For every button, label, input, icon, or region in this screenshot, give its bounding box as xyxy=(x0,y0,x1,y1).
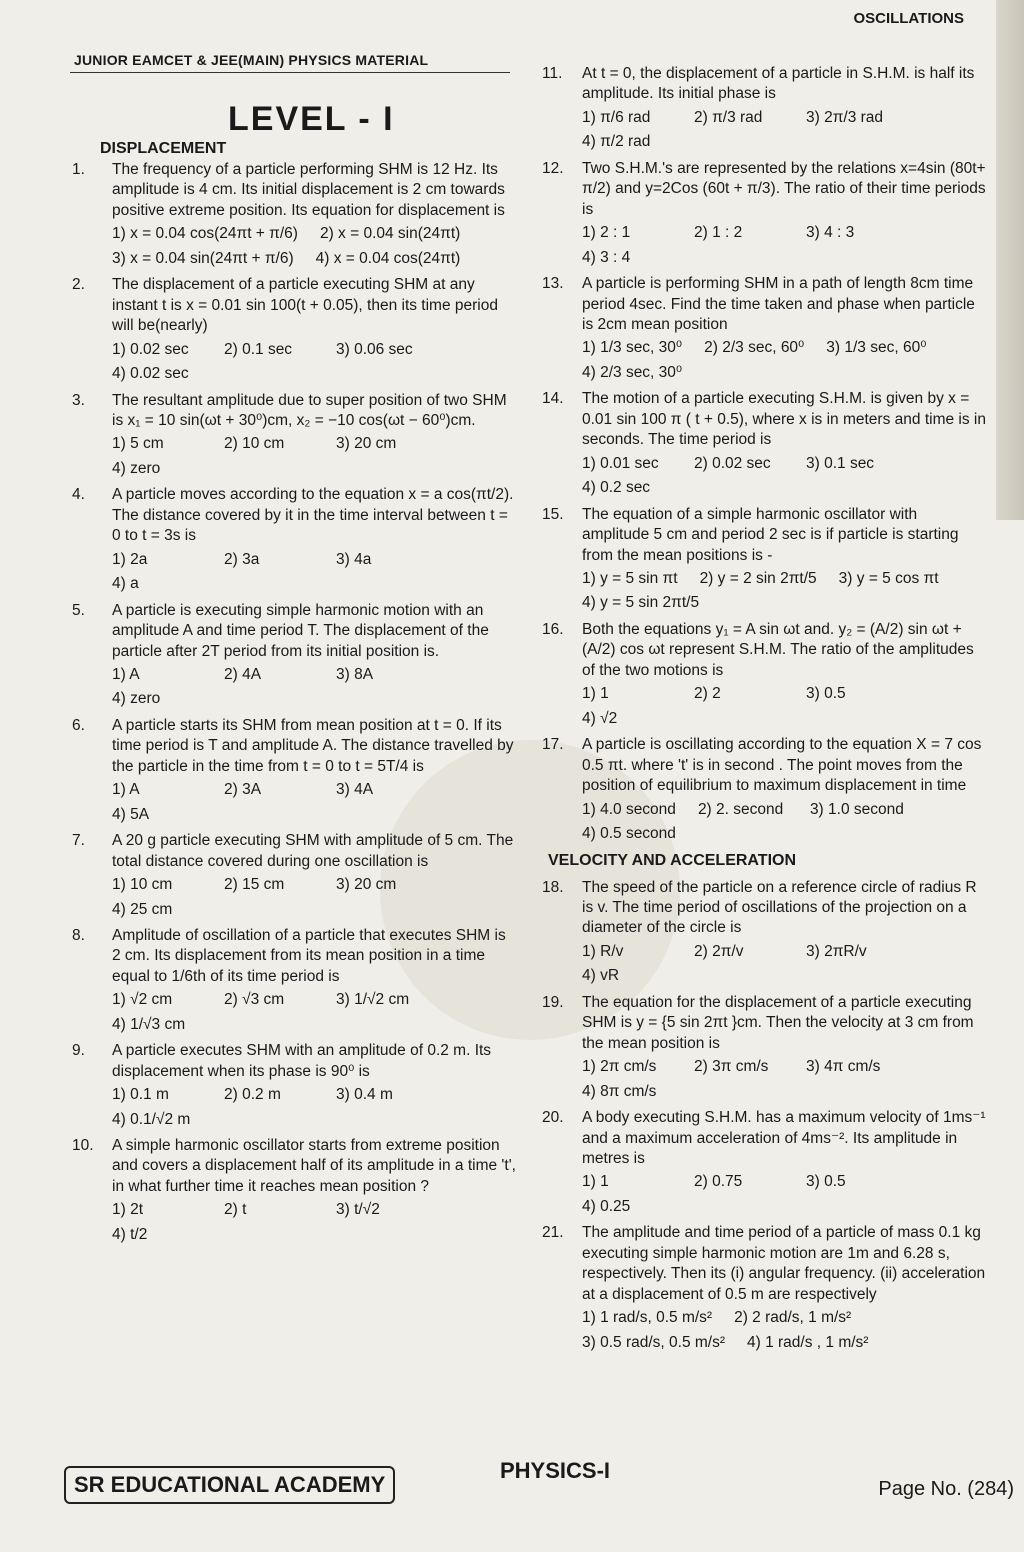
options-list xyxy=(112,665,518,710)
question-text: Both the equations y₁ = A sin ωt and. y₂ = (A/2) sin ωt + (A/2) cos ωt represent S.H.M. The ratio of the amplitudes of the two motions is xyxy=(582,620,974,679)
question-18 xyxy=(538,878,988,987)
option-1: 1) 1 rad/s, 0.5 m/s² xyxy=(582,1309,713,1327)
option-2: 2) π/3 rad xyxy=(694,108,763,126)
level-title: LEVEL - I xyxy=(228,100,395,138)
left-column xyxy=(68,160,518,1251)
question-19 xyxy=(538,993,988,1102)
right-column xyxy=(538,64,988,1359)
option-4: 4) 1 rad/s , 1 m/s² xyxy=(747,1333,869,1351)
option-3: 3) 0.06 sec xyxy=(336,340,413,358)
option-4: 4) 0.1/√2 m xyxy=(112,1110,191,1128)
question-20 xyxy=(538,1108,988,1217)
academy-name: SR EDUCATIONAL ACADEMY xyxy=(64,1466,395,1504)
option-2: 2) 0.2 m xyxy=(224,1086,281,1104)
question-number: 15. xyxy=(542,505,564,523)
question-number: 8. xyxy=(72,926,85,944)
subject-name: PHYSICS-I xyxy=(500,1458,611,1483)
question-10 xyxy=(68,1136,518,1245)
option-3: 3) 2π/3 rad xyxy=(806,108,884,126)
options-list xyxy=(582,454,988,499)
question-7 xyxy=(68,831,518,920)
option-3: 3) 0.5 xyxy=(806,685,846,703)
options-list xyxy=(582,800,988,845)
options-list xyxy=(112,340,518,385)
question-text: A particle is performing SHM in a path of length 8cm time period 4sec. Find the time taken and phase when particle is 2cm mean position xyxy=(582,275,975,333)
option-1: 1) y = 5 sin πt xyxy=(582,569,678,587)
question-number: 14. xyxy=(542,390,564,408)
option-3: 3) 4A xyxy=(336,781,374,799)
question-text: The frequency of a particle performing SHM is 12 Hz. Its amplitude is 4 cm. Its initial displacement is 2 cm towards positive extreme position. Its equation for displacement is xyxy=(112,161,505,219)
page-number: Page No. (284) xyxy=(878,1478,1014,1500)
options-list xyxy=(582,108,988,153)
option-2: 2) x = 0.04 sin(24πt) xyxy=(319,225,461,243)
question-text: A particle starts its SHM from mean position at t = 0. If its time period is T and amplitude A. The distance travelled by the particle in the time from t = 0 to t = 5T/4 is xyxy=(112,716,514,775)
question-text: The amplitude and time period of a particle of mass 0.1 kg executing simple harmonic motion are 1m and 6.28 s, respectively. Then its (i) angular frequency. (ii) acceleration at a displacement of 0.5 m are respectively xyxy=(582,1224,986,1303)
question-17 xyxy=(538,735,988,844)
option-3: 3) 4 : 3 xyxy=(806,224,855,242)
option-1: 1) A xyxy=(112,665,140,683)
options-list xyxy=(112,1085,518,1130)
question-text: Two S.H.M.'s are represented by the relations x=4sin (80t+ π/2) and y=2Cos (60t + π/3). The ratio of their time periods is xyxy=(582,159,986,218)
question-number: 10. xyxy=(72,1137,94,1155)
options-list xyxy=(582,569,988,614)
options-list xyxy=(112,550,518,595)
question-11 xyxy=(538,64,988,153)
option-1: 1) √2 cm xyxy=(112,991,173,1009)
option-2: 2) 2π/v xyxy=(694,942,744,960)
option-4: 4) zero xyxy=(112,459,161,477)
option-3: 3) 0.5 rad/s, 0.5 m/s² xyxy=(582,1333,725,1351)
option-1: 1) 2t xyxy=(112,1201,144,1219)
options-list xyxy=(112,1200,518,1245)
question-14 xyxy=(538,389,988,498)
question-6 xyxy=(68,716,518,825)
options-list xyxy=(582,1057,988,1102)
option-4: 4) 25 cm xyxy=(112,900,173,918)
option-2: 2) 2. second xyxy=(697,800,784,818)
option-4: 4) x = 0.04 cos(24πt) xyxy=(315,249,461,267)
option-1: 1) 0.02 sec xyxy=(112,340,189,358)
question-text: A particle moves according to the equation x = a cos(πt/2). The distance covered by it in the time interval between t = 0 to t = 3s is xyxy=(112,486,514,545)
header-rule xyxy=(70,72,510,73)
option-4: 4) vR xyxy=(582,967,620,985)
option-1: 1) 5 cm xyxy=(112,435,164,453)
option-3: 3) 0.4 m xyxy=(336,1086,393,1104)
option-2: 2) 0.75 xyxy=(694,1173,743,1191)
option-4: 4) 0.02 sec xyxy=(112,365,189,383)
question-text: A particle is executing simple harmonic motion with an amplitude A and time period T. The displacement of the particle after 2T period from its initial position is. xyxy=(112,601,489,660)
option-1: 1) 1 xyxy=(582,685,609,703)
option-3: 3) 0.5 xyxy=(806,1173,846,1191)
option-4: 4) √2 xyxy=(582,709,618,727)
question-15 xyxy=(538,505,988,614)
options-list xyxy=(582,684,988,729)
velocity-section-heading: VELOCITY AND ACCELERATION xyxy=(548,852,797,870)
option-3: 3) 4a xyxy=(336,550,372,568)
option-4: 4) 3 : 4 xyxy=(582,248,631,266)
question-number: 20. xyxy=(542,1109,564,1127)
option-3: 3) 1/3 sec, 60⁰ xyxy=(826,339,927,357)
question-number: 21. xyxy=(542,1224,564,1242)
question-number: 19. xyxy=(542,993,564,1011)
option-3: 3) 20 cm xyxy=(336,876,397,894)
question-text: Amplitude of oscillation of a particle that executes SHM is 2 cm. Its displacement from its mean position in a time equal to 1/6th of its time period is xyxy=(112,926,506,985)
option-2: 2) 4A xyxy=(224,665,262,683)
option-3: 3) y = 5 cos πt xyxy=(838,569,939,587)
question-1 xyxy=(68,160,518,269)
option-1: 1) π/6 rad xyxy=(582,108,651,126)
question-number: 6. xyxy=(72,716,85,734)
question-text: A body executing S.H.M. has a maximum velocity of 1ms⁻¹ and a maximum acceleration of 4ms⁻². Its amplitude in metres is xyxy=(582,1109,986,1167)
options-list xyxy=(112,780,518,825)
adjacent-page-edge xyxy=(996,0,1024,520)
option-2: 2) 0.1 sec xyxy=(224,340,293,358)
option-1: 1) 4.0 second xyxy=(582,800,676,818)
question-number: 9. xyxy=(72,1042,85,1060)
question-number: 4. xyxy=(72,486,85,504)
question-number: 11. xyxy=(542,65,563,82)
option-1: 1) 0.01 sec xyxy=(582,454,659,472)
option-1: 1) R/v xyxy=(582,942,624,960)
option-3: 3) 2πR/v xyxy=(806,942,867,960)
question-3 xyxy=(68,391,518,480)
question-text: The resultant amplitude due to super position of two SHM is x₁ = 10 sin(ωt + 30⁰)cm, x₂ = −10 cos(ωt − 60⁰)cm. xyxy=(112,391,507,429)
option-1: 1) x = 0.04 cos(24πt + π/6) xyxy=(112,225,298,243)
option-1: 1) 1/3 sec, 30⁰ xyxy=(582,339,683,357)
options-list xyxy=(112,434,518,479)
option-1: 1) A xyxy=(112,781,140,799)
question-number: 7. xyxy=(72,832,85,850)
option-2: 2) 3π cm/s xyxy=(694,1058,769,1076)
option-3: 3) x = 0.04 sin(24πt + π/6) xyxy=(112,249,294,267)
option-4: 4) 0.2 sec xyxy=(582,479,651,497)
option-1: 1) 2π cm/s xyxy=(582,1058,657,1076)
options-list xyxy=(582,338,988,383)
options-list xyxy=(582,223,988,268)
question-number: 13. xyxy=(542,275,564,293)
question-8 xyxy=(68,926,518,1035)
options-list xyxy=(112,875,518,920)
question-text: A simple harmonic oscillator starts from extreme position and covers a displacement half of its amplitude in a time 't', in what further time it reaches mean position ? xyxy=(112,1137,516,1195)
option-4: 4) 8π cm/s xyxy=(582,1082,657,1100)
options-list xyxy=(582,1308,988,1353)
question-4 xyxy=(68,485,518,594)
option-2: 2) 2 xyxy=(694,685,721,703)
option-2: 2) y = 2 sin 2πt/5 xyxy=(699,569,817,587)
question-text: The speed of the particle on a reference circle of radius R is v. The time period of oscillations of the projection on a diameter of the circle is xyxy=(582,878,977,937)
material-header: JUNIOR EAMCET & JEE(MAIN) PHYSICS MATERIAL xyxy=(74,52,429,68)
options-list xyxy=(582,1172,988,1217)
option-4: 4) a xyxy=(112,575,139,593)
option-4: 4) 2/3 sec, 30⁰ xyxy=(582,363,683,381)
question-21 xyxy=(538,1223,988,1353)
option-1: 1) 1 xyxy=(582,1173,609,1191)
question-text: The motion of a particle executing S.H.M. is given by x = 0.01 sin 100 π ( t + 0.5), where x is in meters and time is in seconds. The time period is xyxy=(582,390,986,449)
option-4: 4) 5A xyxy=(112,805,150,823)
question-text: The equation of a simple harmonic oscillator with amplitude 5 cm and period 2 sec is if particle is starting from the mean positions is - xyxy=(582,505,959,564)
question-2 xyxy=(68,275,518,384)
option-3: 3) 4π cm/s xyxy=(806,1058,881,1076)
question-number: 18. xyxy=(542,878,564,896)
option-2: 2) 3A xyxy=(224,781,262,799)
option-3: 3) 1.0 second xyxy=(809,800,904,818)
option-3: 3) 0.1 sec xyxy=(806,454,875,472)
option-3: 3) 8A xyxy=(336,665,374,683)
option-1: 1) 10 cm xyxy=(112,876,173,894)
question-number: 1. xyxy=(72,161,85,178)
question-13 xyxy=(538,274,988,383)
option-1: 1) 2a xyxy=(112,550,148,568)
question-number: 16. xyxy=(542,620,564,638)
option-4: 4) 0.5 second xyxy=(582,824,676,842)
option-1: 1) 0.1 m xyxy=(112,1086,169,1104)
options-list xyxy=(112,990,518,1035)
options-list xyxy=(112,224,518,269)
question-number: 5. xyxy=(72,601,85,619)
option-4: 4) zero xyxy=(112,690,161,708)
question-text: A particle executes SHM with an amplitude of 0.2 m. Its displacement when its phase is 90⁰ is xyxy=(112,1042,492,1080)
question-number: 2. xyxy=(72,276,85,294)
question-number: 3. xyxy=(72,391,85,409)
section-title: DISPLACEMENT xyxy=(100,140,227,157)
option-4: 4) 0.25 xyxy=(582,1197,631,1215)
question-text: The equation for the displacement of a particle executing SHM is y = {5 sin 2πt }cm. Then the velocity at 3 cm from the mean position is xyxy=(582,993,974,1052)
option-4: 4) π/2 rad xyxy=(582,133,651,151)
question-12 xyxy=(538,159,988,268)
option-2: 2) t xyxy=(224,1201,247,1219)
option-2: 2) 3a xyxy=(224,550,260,568)
question-text: A 20 g particle executing SHM with amplitude of 5 cm. The total distance covered during one oscillation is xyxy=(112,832,514,870)
question-text: A particle is oscillating according to the equation X = 7 cos 0.5 πt. where 't' is in second . The point moves from the position of equilibrium to maximum displacement in time xyxy=(582,736,982,795)
question-5 xyxy=(68,601,518,710)
option-2: 2) 15 cm xyxy=(224,876,285,894)
option-3: 3) 20 cm xyxy=(336,435,397,453)
options-list xyxy=(582,942,988,987)
option-3: 3) 1/√2 cm xyxy=(336,991,410,1009)
option-2: 2) √3 cm xyxy=(224,991,285,1009)
option-2: 2) 10 cm xyxy=(224,435,285,453)
chapter-header: OSCILLATIONS xyxy=(853,10,964,27)
option-2: 2) 2 rad/s, 1 m/s² xyxy=(734,1309,852,1327)
option-2: 2) 1 : 2 xyxy=(694,224,743,242)
question-number: 12. xyxy=(542,159,564,177)
option-3: 3) t/√2 xyxy=(336,1201,380,1219)
question-text: At t = 0, the displacement of a particle in S.H.M. is half its amplitude. Its initial phase is xyxy=(582,65,975,103)
option-4: 4) 1/√3 cm xyxy=(112,1015,186,1033)
question-16 xyxy=(538,620,988,729)
option-1: 1) 2 : 1 xyxy=(582,224,631,242)
option-4: 4) t/2 xyxy=(112,1225,148,1243)
option-4: 4) y = 5 sin 2πt/5 xyxy=(582,594,700,612)
question-text: The displacement of a particle executing SHM at any instant t is x = 0.01 sin 100(t + 0.05), then its time period will be(nearly) xyxy=(112,276,498,335)
option-2: 2) 2/3 sec, 60⁰ xyxy=(704,339,805,357)
question-number: 17. xyxy=(542,736,564,754)
question-9 xyxy=(68,1041,518,1130)
option-2: 2) 0.02 sec xyxy=(694,454,771,472)
